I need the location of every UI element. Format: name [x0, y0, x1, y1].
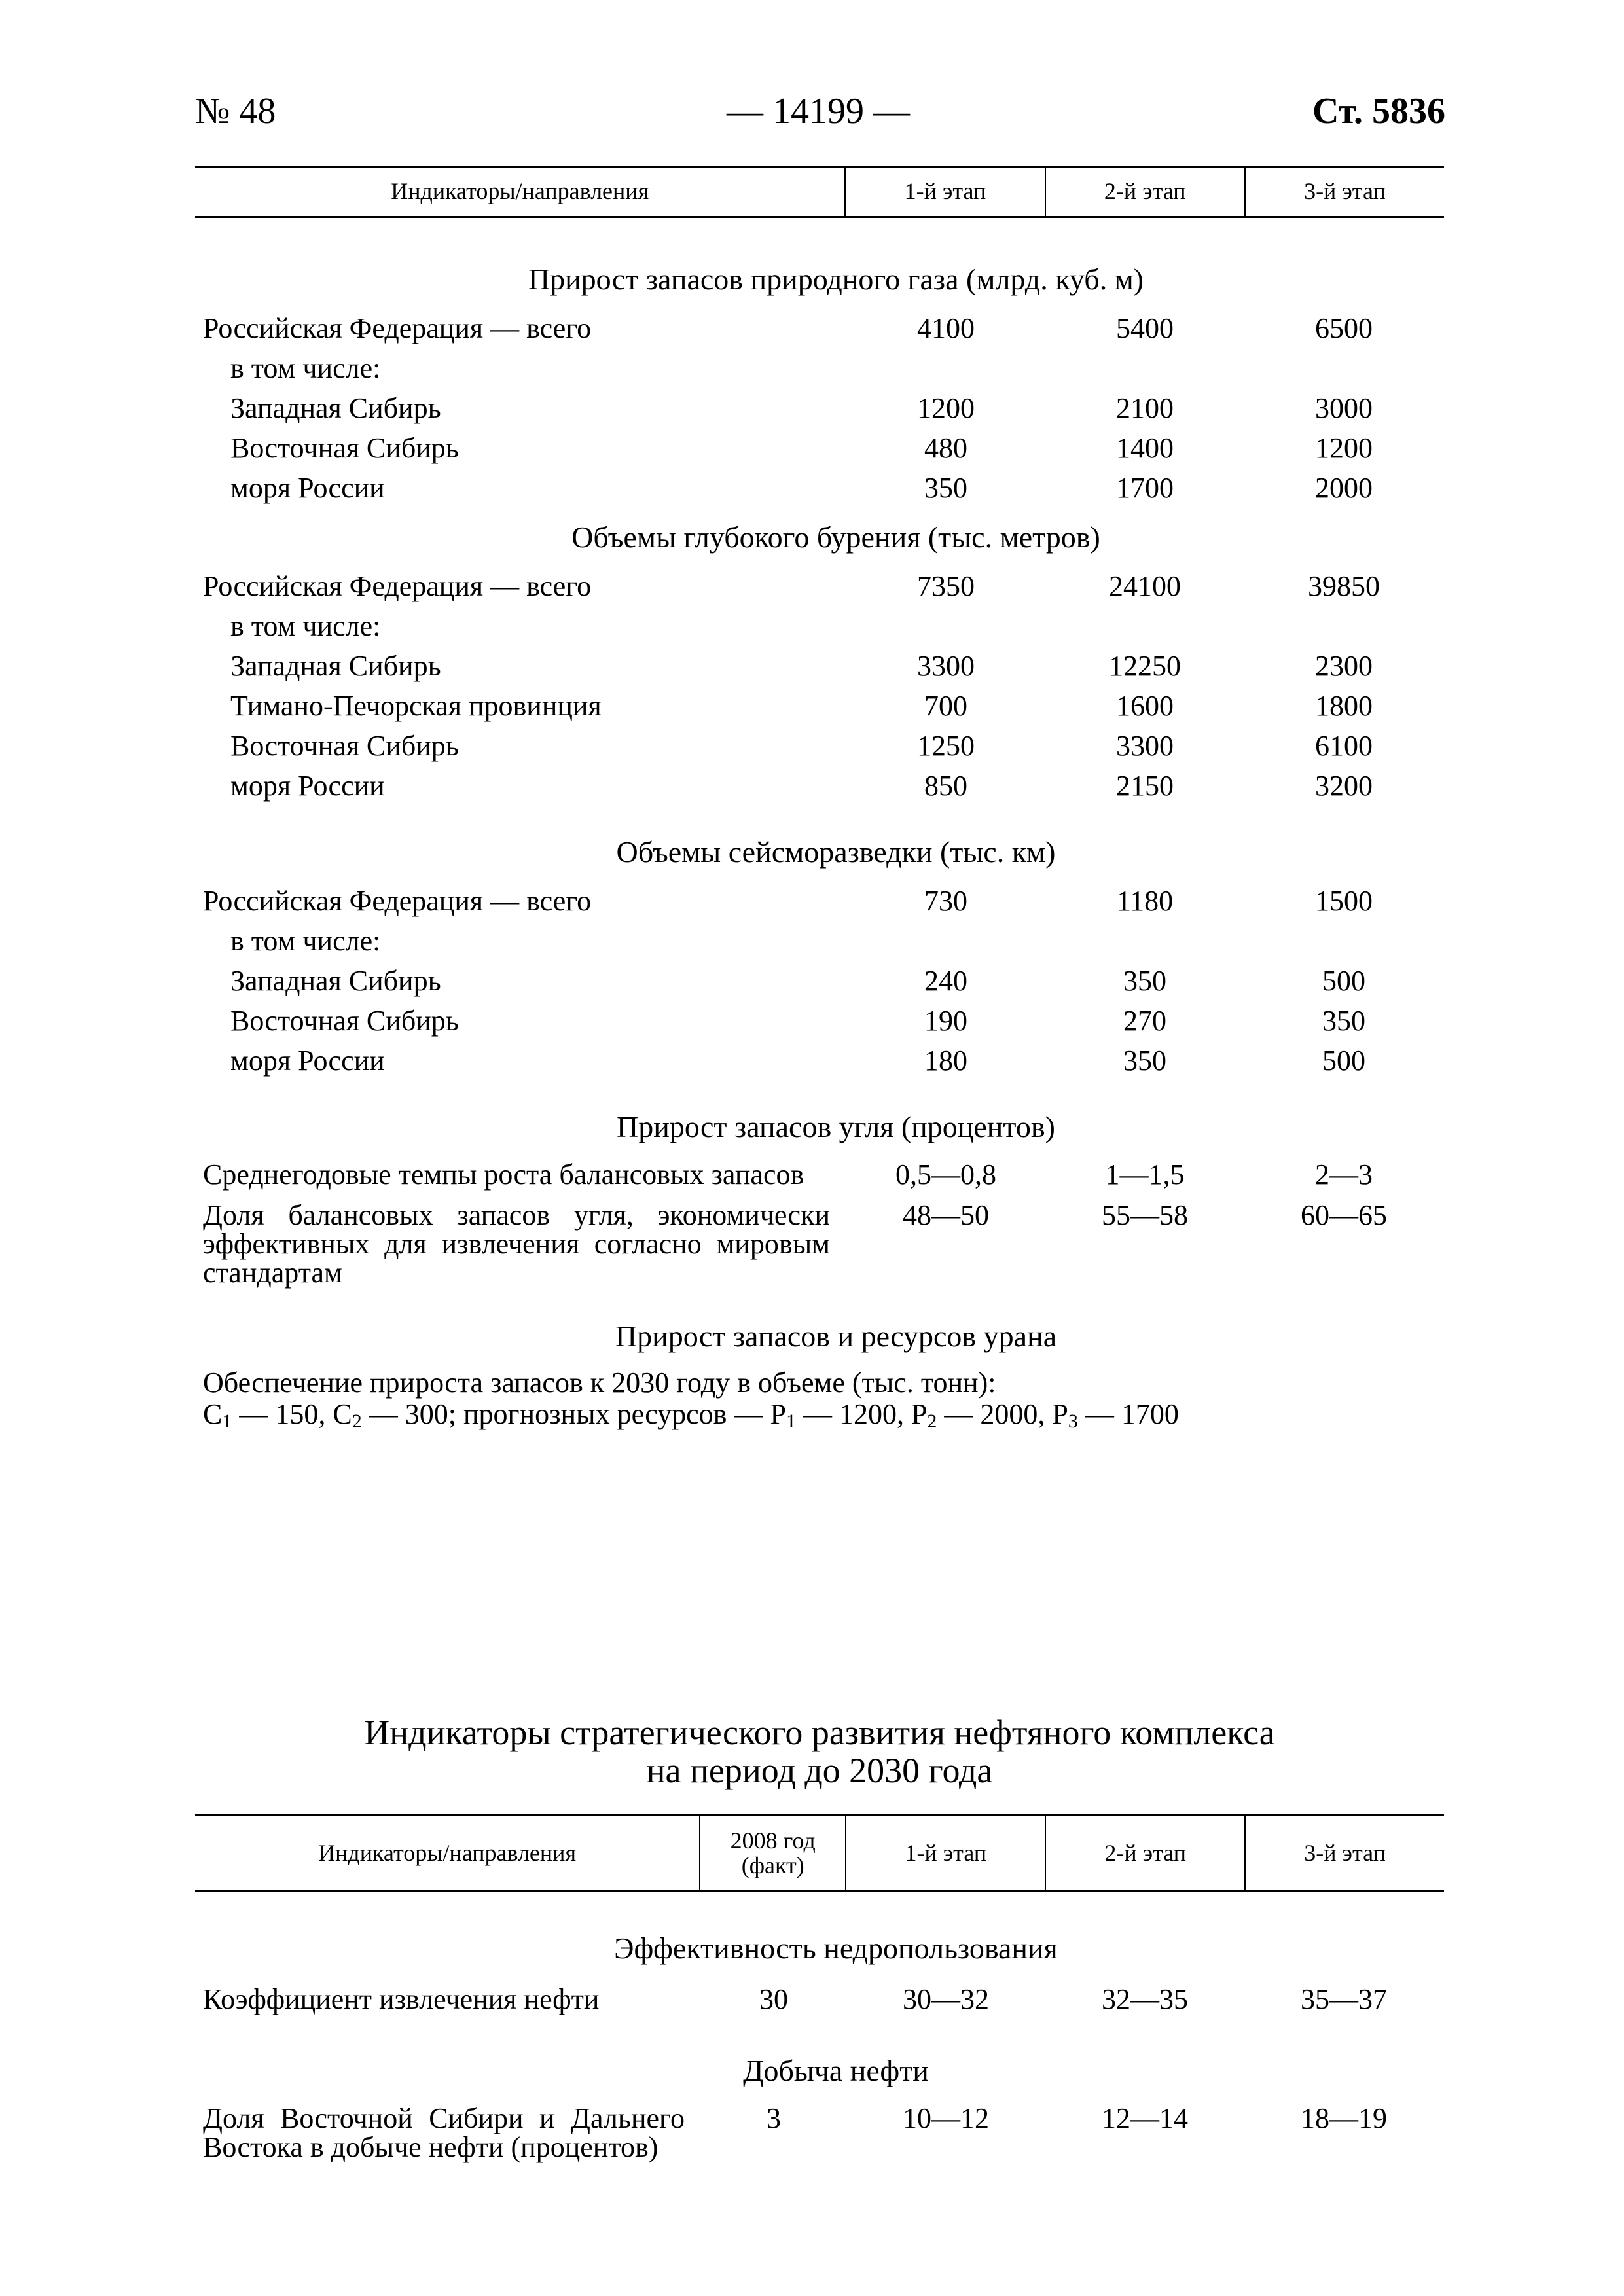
table-oil-indicators — [195, 1814, 1444, 2162]
column-header-stage-3: 3-й этап — [1244, 1816, 1444, 1890]
oil-complex-title — [195, 1713, 1444, 1789]
cell-stage-2: 1—1,5 — [1105, 1158, 1185, 1191]
cell-2008-fact: 3 — [767, 2102, 781, 2134]
cell-stage-1: 1250 — [917, 730, 975, 762]
table-exploration-indicators — [195, 166, 1444, 1430]
table-header — [195, 1814, 1444, 1892]
cell-stage-1: 180 — [924, 1045, 967, 1077]
table-row — [195, 2104, 1444, 2162]
table-row — [195, 606, 1444, 646]
cell-stage-3: 2300 — [1315, 650, 1373, 682]
table-row — [195, 308, 1444, 348]
table-row — [195, 348, 1444, 388]
page-number: — 14199 — — [727, 91, 910, 132]
cell-stage-3: 60—65 — [1301, 1199, 1387, 1231]
cell-stage-1: 480 — [924, 432, 967, 464]
column-header-stage-3: 3-й этап — [1244, 168, 1444, 216]
cell-stage-2: 1400 — [1116, 432, 1174, 464]
row-label: Коэффициент извлечения нефти — [203, 1983, 600, 2015]
table-row — [195, 388, 1444, 428]
section-title-uranium: Прирост запасов и ресурсов урана — [615, 1319, 1057, 1353]
cell-stage-3: 1800 — [1315, 690, 1373, 722]
table-row — [195, 468, 1444, 508]
cell-stage-1: 48—50 — [903, 1199, 989, 1231]
cell-stage-1: 30—32 — [903, 1983, 989, 2015]
row-label: Западная Сибирь — [230, 650, 441, 682]
column-header-indicators: Индикаторы/направления — [318, 1839, 576, 1866]
column-header-stage-1: 1-й этап — [845, 1816, 1045, 1890]
cell-stage-2: 270 — [1123, 1005, 1166, 1037]
cell-stage-2: 32—35 — [1102, 1983, 1188, 2015]
column-header-stage-2: 2-й этап — [1045, 168, 1244, 216]
cell-stage-2: 3300 — [1116, 730, 1174, 762]
cell-stage-1: 700 — [924, 690, 967, 722]
cell-stage-2: 350 — [1123, 965, 1166, 997]
column-header-stage-1: 1-й этап — [844, 168, 1044, 216]
table-row — [195, 1001, 1444, 1041]
section-title-subsoil-efficiency: Эффективность недропользования — [614, 1931, 1058, 1965]
row-label: Западная Сибирь — [230, 965, 441, 997]
cell-stage-3: 6500 — [1315, 312, 1373, 344]
table-row — [195, 1041, 1444, 1081]
table-header — [195, 166, 1444, 218]
row-label: Восточная Сибирь — [230, 432, 459, 464]
cell-stage-3: 18—19 — [1301, 2102, 1387, 2134]
cell-stage-1: 0,5—0,8 — [895, 1158, 996, 1191]
cell-stage-1: 350 — [924, 472, 967, 504]
oil-complex-title-line-1: Индикаторы стратегического развития нефтяного комплекса — [364, 1713, 1275, 1752]
row-label: Западная Сибирь — [230, 392, 441, 424]
cell-stage-2: 1180 — [1116, 885, 1174, 917]
uranium-text-line-2: $C_1$ — 150, $C_2$ — 300; прогнозных ресурсов — $P_1$ — 1200, $P_2$ — 2000, $P_3$ — 1700 — [203, 1398, 1179, 1432]
row-label: в том числе: — [230, 610, 381, 642]
cell-stage-1: 10—12 — [903, 2102, 989, 2134]
cell-stage-3: 500 — [1322, 965, 1365, 997]
table-row — [195, 1160, 1444, 1189]
cell-stage-2: 2100 — [1116, 392, 1174, 424]
table-row — [195, 726, 1444, 766]
column-header-indicators: Индикаторы/направления — [391, 178, 649, 205]
row-label: в том числе: — [230, 352, 381, 384]
cell-stage-2: 24100 — [1109, 570, 1181, 602]
table-row — [195, 428, 1444, 468]
article-number: Ст. 5836 — [1312, 91, 1445, 132]
row-label: в том числе: — [230, 925, 381, 957]
cell-stage-1: 190 — [924, 1005, 967, 1037]
section-title-coal: Прирост запасов угля (процентов) — [617, 1110, 1055, 1143]
table-row — [195, 766, 1444, 806]
uranium-text-line-1: Обеспечение прироста запасов к 2030 году в объеме (тыс. тонн): — [203, 1367, 996, 1399]
cell-stage-3: 1500 — [1315, 885, 1373, 917]
table-row — [195, 921, 1444, 961]
table-row — [195, 566, 1444, 606]
cell-stage-3: 3000 — [1315, 392, 1373, 424]
cell-stage-3: 1200 — [1315, 432, 1373, 464]
cell-stage-2: 12250 — [1109, 650, 1181, 682]
table-row — [195, 961, 1444, 1001]
cell-stage-1: 730 — [924, 885, 967, 917]
cell-stage-3: 35—37 — [1301, 1983, 1387, 2015]
section-title-gas-reserves: Прирост запасов природного газа (млрд. куб. м) — [528, 262, 1144, 296]
cell-stage-2: 55—58 — [1102, 1199, 1188, 1231]
row-label: Доля Восточной Сибири и Дальнего Востока в добыче нефти (процентов) — [203, 2102, 685, 2163]
oil-complex-title-line-2: на период до 2030 года — [646, 1751, 993, 1790]
row-label: Восточная Сибирь — [230, 1005, 459, 1037]
cell-stage-3: 6100 — [1315, 730, 1373, 762]
cell-2008-fact: 30 — [759, 1983, 788, 2015]
cell-stage-2: 1600 — [1116, 690, 1174, 722]
cell-stage-1: 3300 — [917, 650, 975, 682]
cell-stage-3: 3200 — [1315, 770, 1373, 802]
cell-stage-3: 350 — [1322, 1005, 1365, 1037]
column-header-2008-fact: 2008 год (факт) — [699, 1816, 845, 1890]
cell-stage-2: 350 — [1123, 1045, 1166, 1077]
cell-stage-1: 4100 — [917, 312, 975, 344]
cell-stage-3: 2—3 — [1315, 1158, 1373, 1191]
row-label: моря России — [230, 1045, 385, 1077]
table-row — [195, 1201, 1444, 1287]
cell-stage-1: 240 — [924, 965, 967, 997]
column-header-stage-2: 2-й этап — [1045, 1816, 1244, 1890]
row-label: моря России — [230, 472, 385, 504]
cell-stage-1: 1200 — [917, 392, 975, 424]
row-label: Российская Федерация — всего — [203, 312, 592, 344]
cell-stage-2: 2150 — [1116, 770, 1174, 802]
row-label: Российская Федерация — всего — [203, 885, 592, 917]
issue-number: № 48 — [195, 91, 276, 132]
cell-stage-3: 2000 — [1315, 472, 1373, 504]
row-label: Среднегодовые темпы роста балансовых запасов — [203, 1158, 804, 1191]
cell-stage-3: 500 — [1322, 1045, 1365, 1077]
table-row — [195, 646, 1444, 686]
row-label: Восточная Сибирь — [230, 730, 459, 762]
row-label: моря России — [230, 770, 385, 802]
section-title-seismic: Объемы сейсморазведки (тыс. км) — [616, 835, 1056, 869]
section-title-oil-production: Добыча нефти — [743, 2054, 929, 2087]
cell-stage-2: 1700 — [1116, 472, 1174, 504]
cell-stage-2: 12—14 — [1102, 2102, 1188, 2134]
cell-stage-2: 5400 — [1116, 312, 1174, 344]
cell-stage-1: 7350 — [917, 570, 975, 602]
row-label: Тимано-Печорская провинция — [230, 690, 602, 722]
table-row — [195, 881, 1444, 921]
table-row — [195, 686, 1444, 726]
section-title-deep-drilling: Объемы глубокого бурения (тыс. метров) — [571, 520, 1100, 554]
row-label: Доля балансовых запасов угля, экономически эффективных для извлечения согласно мировым стандартам — [203, 1199, 830, 1289]
cell-stage-1: 850 — [924, 770, 967, 802]
table-row — [195, 1979, 1444, 2019]
row-label: Российская Федерация — всего — [203, 570, 592, 602]
cell-stage-3: 39850 — [1308, 570, 1380, 602]
